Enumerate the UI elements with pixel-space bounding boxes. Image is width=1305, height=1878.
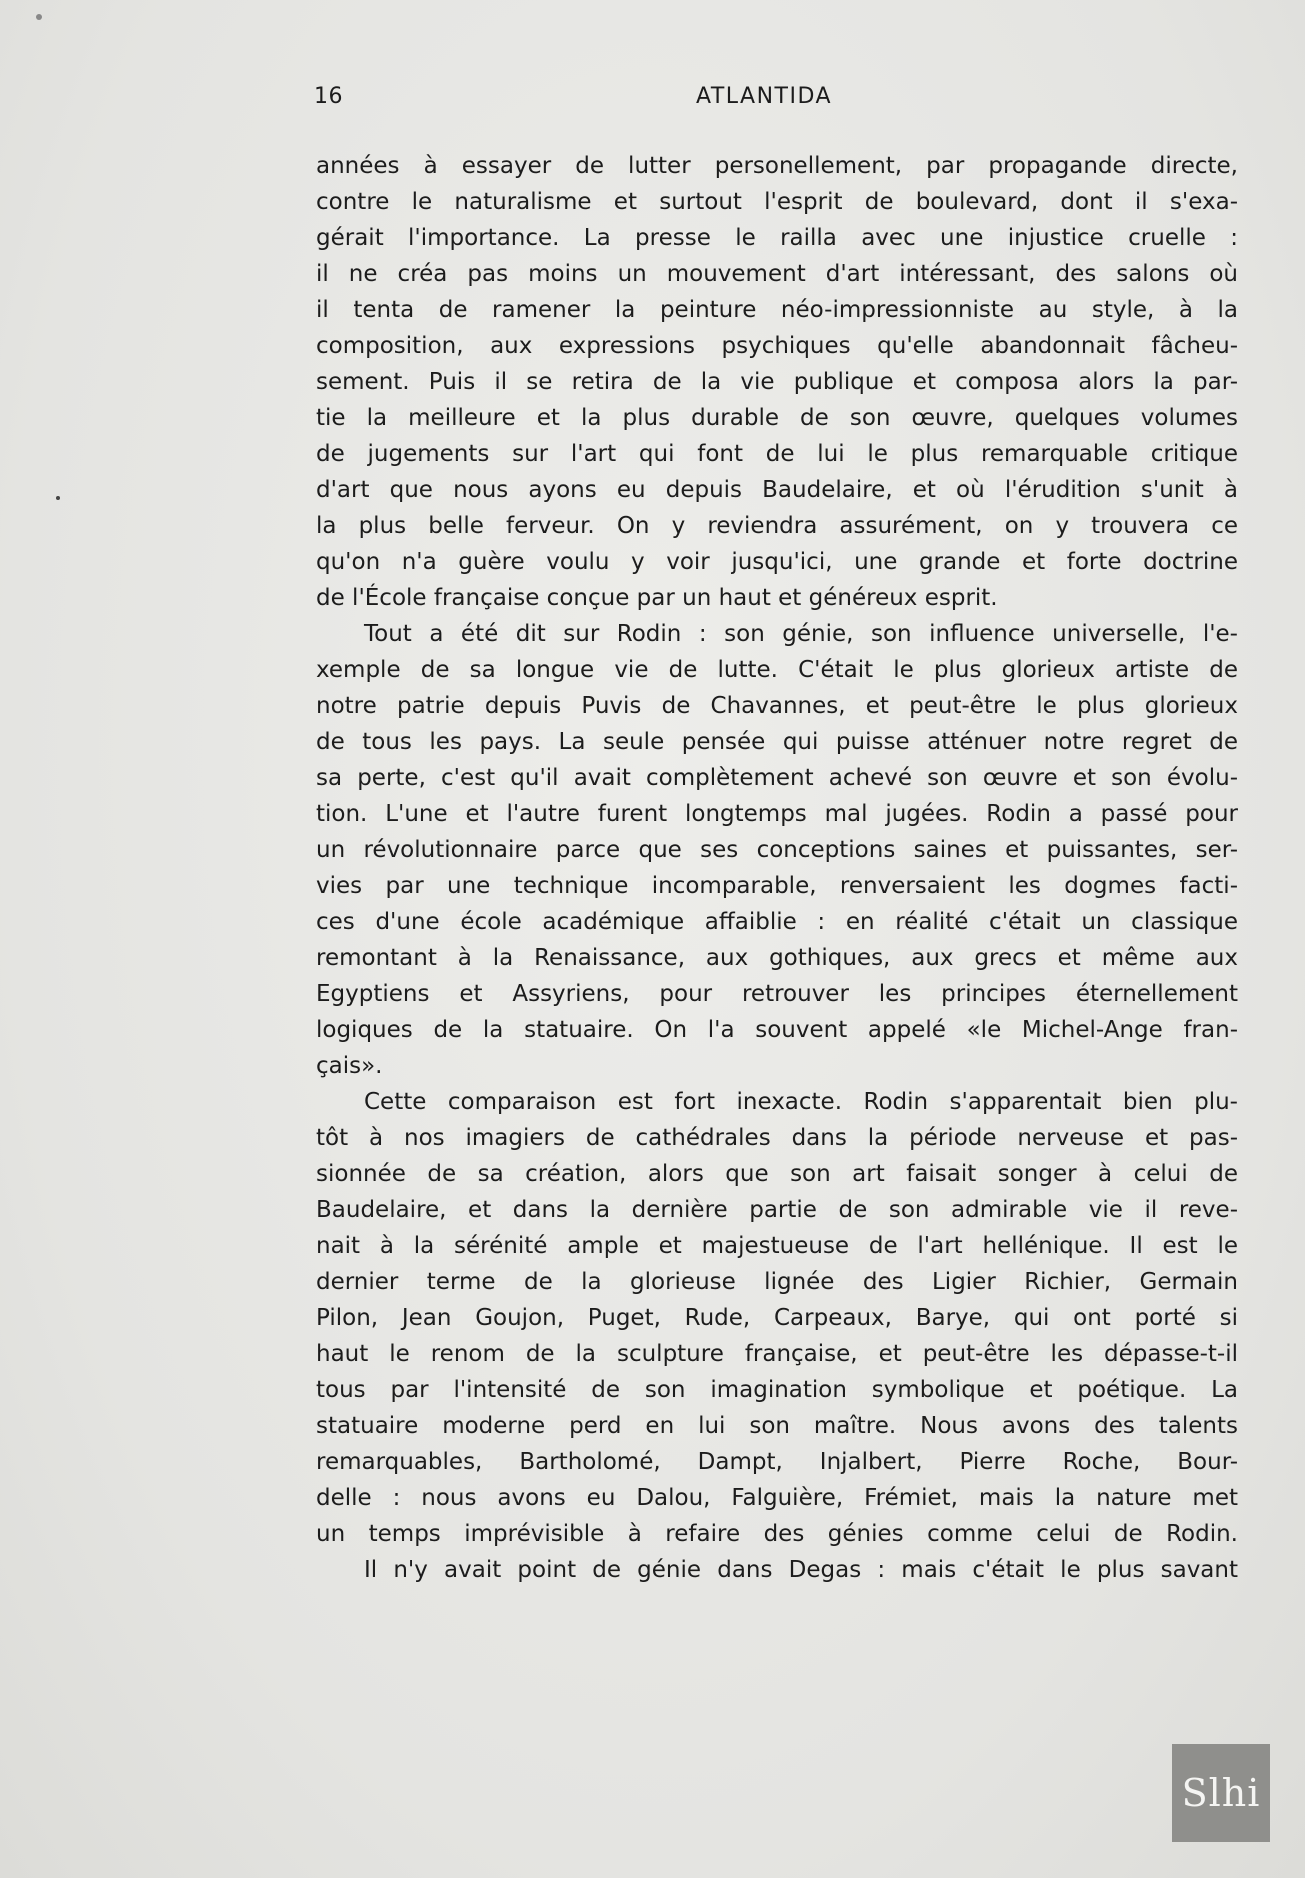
body-text bbox=[316, 148, 1238, 1588]
text-line: dernier terme de la glorieuse lignée des Ligier Richier, Germain bbox=[316, 1269, 1238, 1295]
text-line: delle : nous avons eu Dalou, Falguière, Frémiet, mais la nature met bbox=[316, 1485, 1238, 1511]
text-line: années à essayer de lutter personellement, par propagande directe, bbox=[316, 153, 1238, 179]
text-line: Pilon, Jean Goujon, Puget, Rude, Carpeaux, Barye, qui ont porté si bbox=[316, 1305, 1238, 1331]
text-line: un temps imprévisible à refaire des génies comme celui de Rodin. bbox=[316, 1521, 1238, 1547]
text-line: xemple de sa longue vie de lutte. C'était le plus glorieux artiste de bbox=[316, 657, 1238, 683]
text-line: haut le renom de la sculpture française, et peut-être les dépasse-t-il bbox=[316, 1341, 1238, 1367]
text-line: logiques de la statuaire. On l'a souvent appelé «le Michel-Ange fran- bbox=[316, 1017, 1238, 1043]
text-line: Egyptiens et Assyriens, pour retrouver les principes éternellement bbox=[316, 981, 1238, 1007]
text-line: tôt à nos imagiers de cathédrales dans la période nerveuse et pas- bbox=[316, 1125, 1238, 1151]
text-line: tion. L'une et l'autre furent longtemps mal jugées. Rodin a passé pour bbox=[316, 801, 1238, 827]
running-title: ATLANTIDA bbox=[696, 84, 833, 109]
page-header bbox=[314, 84, 1234, 114]
logo-text: Slhi bbox=[1181, 1771, 1261, 1815]
text-line: tie la meilleure et la plus durable de son œuvre, quelques volumes bbox=[316, 405, 1238, 431]
text-line: de jugements sur l'art qui font de lui le plus remarquable critique bbox=[316, 441, 1238, 467]
text-line: la plus belle ferveur. On y reviendra assurément, on y trouvera ce bbox=[316, 513, 1238, 539]
text-line: il ne créa pas moins un mouvement d'art intéressant, des salons où bbox=[316, 261, 1238, 287]
text-line: tous par l'intensité de son imagination symbolique et poétique. La bbox=[316, 1377, 1238, 1403]
text-line: il tenta de ramener la peinture néo-impressionniste au style, à la bbox=[316, 297, 1238, 323]
text-line: sement. Puis il se retira de la vie publique et composa alors la par- bbox=[316, 369, 1238, 395]
text-line: vies par une technique incomparable, renversaient les dogmes facti- bbox=[316, 873, 1238, 899]
text-line: notre patrie depuis Puvis de Chavannes, et peut-être le plus glorieux bbox=[316, 693, 1238, 719]
text-line: sa perte, c'est qu'il avait complètement achevé son œuvre et son évolu- bbox=[316, 765, 1238, 791]
text-line: Tout a été dit sur Rodin : son génie, son influence universelle, l'e- bbox=[364, 621, 1238, 647]
text-line: remarquables, Bartholomé, Dampt, Injalbert, Pierre Roche, Bour- bbox=[316, 1449, 1238, 1475]
text-line: contre le naturalisme et surtout l'esprit de boulevard, dont il s'exa- bbox=[316, 189, 1238, 215]
page-number: 16 bbox=[314, 84, 343, 109]
text-line: Cette comparaison est fort inexacte. Rodin s'apparentait bien plu- bbox=[364, 1089, 1238, 1115]
text-line: de l'École française conçue par un haut et généreux esprit. bbox=[316, 585, 998, 611]
text-line: sionnée de sa création, alors que son art faisait songer à celui de bbox=[316, 1161, 1238, 1187]
library-logo bbox=[1172, 1744, 1270, 1842]
text-line: de tous les pays. La seule pensée qui puisse atténuer notre regret de bbox=[316, 729, 1238, 755]
text-line: Baudelaire, et dans la dernière partie de son admirable vie il reve- bbox=[316, 1197, 1238, 1223]
text-line: ces d'une école académique affaiblie : en réalité c'était un classique bbox=[316, 909, 1238, 935]
text-line: un révolutionnaire parce que ses conceptions saines et puissantes, ser- bbox=[316, 837, 1238, 863]
text-line: Il n'y avait point de génie dans Degas : mais c'était le plus savant bbox=[364, 1557, 1238, 1583]
scan-speck bbox=[36, 14, 42, 20]
text-line: remontant à la Renaissance, aux gothiques, aux grecs et même aux bbox=[316, 945, 1238, 971]
text-line: gérait l'importance. La presse le railla avec une injustice cruelle : bbox=[316, 225, 1238, 251]
text-line: d'art que nous ayons eu depuis Baudelaire, et où l'érudition s'unit à bbox=[316, 477, 1238, 503]
text-line: nait à la sérénité ample et majestueuse de l'art hellénique. Il est le bbox=[316, 1233, 1238, 1259]
text-line: qu'on n'a guère voulu y voir jusqu'ici, une grande et forte doctrine bbox=[316, 549, 1238, 575]
text-line: composition, aux expressions psychiques qu'elle abandonnait fâcheu- bbox=[316, 333, 1238, 359]
scan-speck bbox=[56, 496, 60, 500]
text-line: çais». bbox=[316, 1053, 383, 1079]
text-line: statuaire moderne perd en lui son maître. Nous avons des talents bbox=[316, 1413, 1238, 1439]
